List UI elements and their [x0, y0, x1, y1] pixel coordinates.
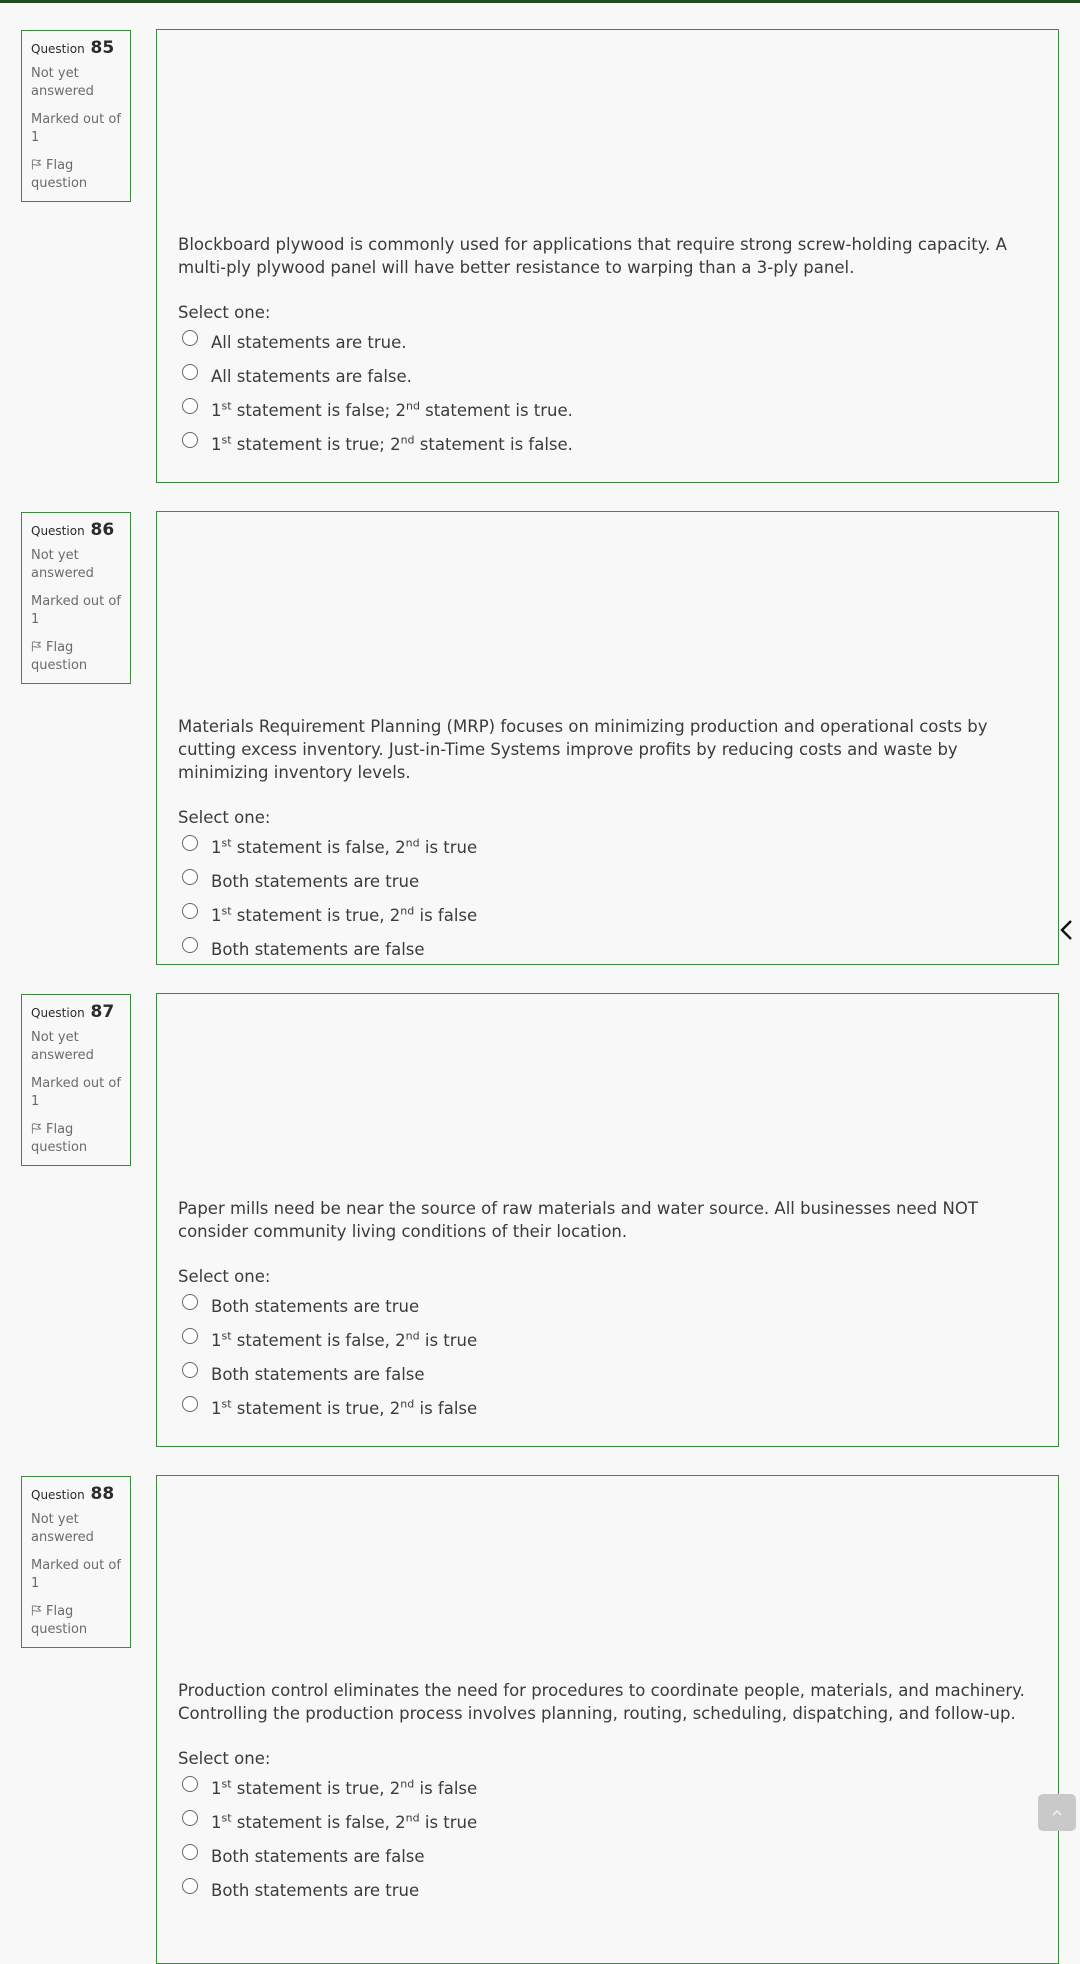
question-text: Paper mills need be near the source of raw materials and water source. All businesses need NOT consider community living conditions of their location.	[178, 1199, 978, 1241]
answer-option[interactable]	[178, 830, 1038, 864]
ordinal-suffix: st	[221, 1329, 232, 1342]
question-info	[21, 1476, 131, 1648]
select-one-prompt: Select one:	[178, 808, 271, 827]
flag-question-link[interactable]	[31, 157, 130, 193]
ordinal-suffix: nd	[405, 399, 420, 412]
chevron-left-icon	[1055, 918, 1079, 942]
option-text: statement is true, 2	[231, 905, 401, 925]
question-number	[31, 520, 130, 541]
answer-option[interactable]	[178, 1805, 1038, 1839]
option-text: 1	[211, 1398, 222, 1418]
ordinal-suffix: st	[221, 1811, 232, 1824]
radio-button[interactable]	[182, 869, 198, 885]
select-one-prompt: Select one:	[178, 1267, 271, 1286]
question-state: Not yet answered	[31, 548, 94, 581]
ordinal-suffix: st	[221, 433, 232, 446]
answer-options	[178, 325, 1038, 461]
option-text: 1	[211, 434, 222, 454]
option-text: Both statements are false	[211, 939, 425, 959]
option-text: 1	[211, 1330, 222, 1350]
radio-button[interactable]	[182, 1810, 198, 1826]
radio-button[interactable]	[182, 903, 198, 919]
option-text: is true	[419, 1330, 478, 1350]
flag-outline-icon	[31, 159, 42, 170]
question-number-value: 86	[90, 520, 115, 540]
answer-option[interactable]	[178, 325, 1038, 359]
option-text: is true	[419, 837, 478, 857]
question-label: Question	[31, 42, 85, 56]
question-number	[31, 1484, 130, 1505]
drawer-toggle-button[interactable]	[1055, 918, 1079, 942]
answer-option-label	[211, 1847, 425, 1866]
answer-option[interactable]	[178, 1357, 1038, 1391]
question-content	[156, 29, 1059, 483]
answer-option-label	[211, 872, 419, 891]
answer-option-label	[211, 1779, 477, 1798]
ordinal-suffix: nd	[405, 836, 420, 849]
ordinal-suffix: nd	[405, 1811, 420, 1824]
question-info	[21, 994, 131, 1166]
answer-options	[178, 830, 1038, 966]
answer-option-label	[211, 1399, 477, 1418]
option-text: 1	[211, 400, 222, 420]
flag-question-link[interactable]	[31, 639, 130, 675]
radio-button[interactable]	[182, 1844, 198, 1860]
option-text: statement is true, 2	[231, 1398, 401, 1418]
option-text: All statements are true.	[211, 332, 407, 352]
radio-button[interactable]	[182, 1294, 198, 1310]
question-text: Production control eliminates the need for procedures to coordinate people, materials, and machinery. Controlling the production process involves planning, routing, scheduling, dispatching, and follow-up.	[178, 1681, 1025, 1723]
answer-option[interactable]	[178, 1289, 1038, 1323]
ordinal-suffix: st	[221, 836, 232, 849]
answer-option-label	[211, 1813, 477, 1832]
answer-option[interactable]	[178, 393, 1038, 427]
answer-option-label	[211, 1331, 477, 1350]
answer-option-label	[211, 367, 412, 386]
question-content	[156, 993, 1059, 1447]
option-text: statement is true, 2	[231, 1778, 401, 1798]
answer-option-label	[211, 1297, 419, 1316]
question-label: Question	[31, 524, 85, 538]
option-text: statement is true; 2	[231, 434, 401, 454]
question-text: Blockboard plywood is commonly used for applications that require strong screw-holding capacity. A multi-ply plywood panel will have better resistance to warping than a 3-ply panel.	[178, 235, 1007, 277]
answer-option-label	[211, 435, 573, 454]
ordinal-suffix: nd	[400, 1777, 415, 1790]
option-text: 1	[211, 1778, 222, 1798]
answer-option[interactable]	[178, 932, 1038, 966]
answer-option[interactable]	[178, 1839, 1038, 1873]
option-text: 1	[211, 837, 222, 857]
ordinal-suffix: nd	[400, 1397, 415, 1410]
option-text: is false	[414, 1398, 478, 1418]
radio-button[interactable]	[182, 364, 198, 380]
top-bar	[0, 0, 1080, 3]
radio-button[interactable]	[182, 398, 198, 414]
select-one-prompt: Select one:	[178, 1749, 271, 1768]
radio-button[interactable]	[182, 330, 198, 346]
flag-outline-icon	[31, 641, 42, 652]
option-text: Both statements are true	[211, 871, 420, 891]
answer-option[interactable]	[178, 1391, 1038, 1425]
option-text: is false	[414, 905, 478, 925]
answer-option-label	[211, 1365, 425, 1384]
question-grade: Marked out of 1	[31, 594, 121, 627]
ordinal-suffix: nd	[400, 433, 415, 446]
question-grade: Marked out of 1	[31, 112, 121, 145]
chevron-up-icon	[1050, 1808, 1064, 1818]
option-text: is false	[414, 1778, 478, 1798]
answer-options	[178, 1289, 1038, 1425]
flag-question-link[interactable]	[31, 1603, 130, 1639]
answer-option-label	[211, 838, 477, 857]
radio-button[interactable]	[182, 835, 198, 851]
answer-option[interactable]	[178, 864, 1038, 898]
option-text: Both statements are false	[211, 1846, 425, 1866]
ordinal-suffix: st	[221, 1777, 232, 1790]
question-number-value: 87	[90, 1002, 115, 1022]
question-content	[156, 511, 1059, 965]
select-one-prompt: Select one:	[178, 303, 271, 322]
answer-option[interactable]	[178, 359, 1038, 393]
option-text: Both statements are false	[211, 1364, 425, 1384]
flag-question-label: Flag question	[31, 640, 88, 673]
option-text: Both statements are true	[211, 1296, 420, 1316]
flag-outline-icon	[31, 1123, 42, 1134]
question-state: Not yet answered	[31, 1512, 94, 1545]
answer-option[interactable]	[178, 1873, 1038, 1907]
question-grade: Marked out of 1	[31, 1558, 121, 1591]
radio-button[interactable]	[182, 1362, 198, 1378]
flag-question-label: Flag question	[31, 1604, 88, 1637]
answer-option-label	[211, 401, 573, 420]
radio-button[interactable]	[182, 1878, 198, 1894]
option-text: statement is true.	[419, 400, 573, 420]
option-text: statement is false, 2	[231, 837, 406, 857]
radio-button[interactable]	[182, 1396, 198, 1412]
option-text: statement is false, 2	[231, 1812, 406, 1832]
option-text: statement is false, 2	[231, 1330, 406, 1350]
question-number	[31, 1002, 130, 1023]
answer-option-label	[211, 940, 425, 959]
radio-button[interactable]	[182, 1328, 198, 1344]
answer-option[interactable]	[178, 898, 1038, 932]
option-text: All statements are false.	[211, 366, 412, 386]
question-number-value: 85	[90, 38, 115, 58]
back-to-top-button[interactable]	[1038, 1794, 1076, 1831]
question-content	[156, 1475, 1059, 1964]
question-info	[21, 30, 131, 202]
question-number-value: 88	[90, 1484, 115, 1504]
flag-question-link[interactable]	[31, 1121, 130, 1157]
ordinal-suffix: nd	[400, 904, 415, 917]
ordinal-suffix: st	[221, 904, 232, 917]
option-text: 1	[211, 1812, 222, 1832]
question-label: Question	[31, 1006, 85, 1020]
question-state: Not yet answered	[31, 1030, 94, 1063]
radio-button[interactable]	[182, 937, 198, 953]
option-text: statement is false; 2	[231, 400, 406, 420]
radio-button[interactable]	[182, 432, 198, 448]
ordinal-suffix: nd	[405, 1329, 420, 1342]
ordinal-suffix: st	[221, 1397, 232, 1410]
option-text: 1	[211, 905, 222, 925]
answer-option[interactable]	[178, 427, 1038, 461]
question-text: Materials Requirement Planning (MRP) focuses on minimizing production and operational costs by cutting excess inventory. Just-in-Time Systems improve profits by reducing costs and waste by minimizing inventory levels.	[178, 717, 988, 782]
answer-option-label	[211, 333, 407, 352]
answer-option[interactable]	[178, 1771, 1038, 1805]
question-info	[21, 512, 131, 684]
question-state: Not yet answered	[31, 66, 94, 99]
question-number	[31, 38, 130, 59]
question-label: Question	[31, 1488, 85, 1502]
option-text: is true	[419, 1812, 478, 1832]
flag-question-label: Flag question	[31, 1122, 88, 1155]
option-text: statement is false.	[414, 434, 573, 454]
option-text: Both statements are true	[211, 1880, 420, 1900]
question-grade: Marked out of 1	[31, 1076, 121, 1109]
ordinal-suffix: st	[221, 399, 232, 412]
answer-option-label	[211, 906, 477, 925]
flag-question-label: Flag question	[31, 158, 88, 191]
flag-outline-icon	[31, 1605, 42, 1616]
answer-option[interactable]	[178, 1323, 1038, 1357]
radio-button[interactable]	[182, 1776, 198, 1792]
answer-options	[178, 1771, 1038, 1907]
answer-option-label	[211, 1881, 419, 1900]
